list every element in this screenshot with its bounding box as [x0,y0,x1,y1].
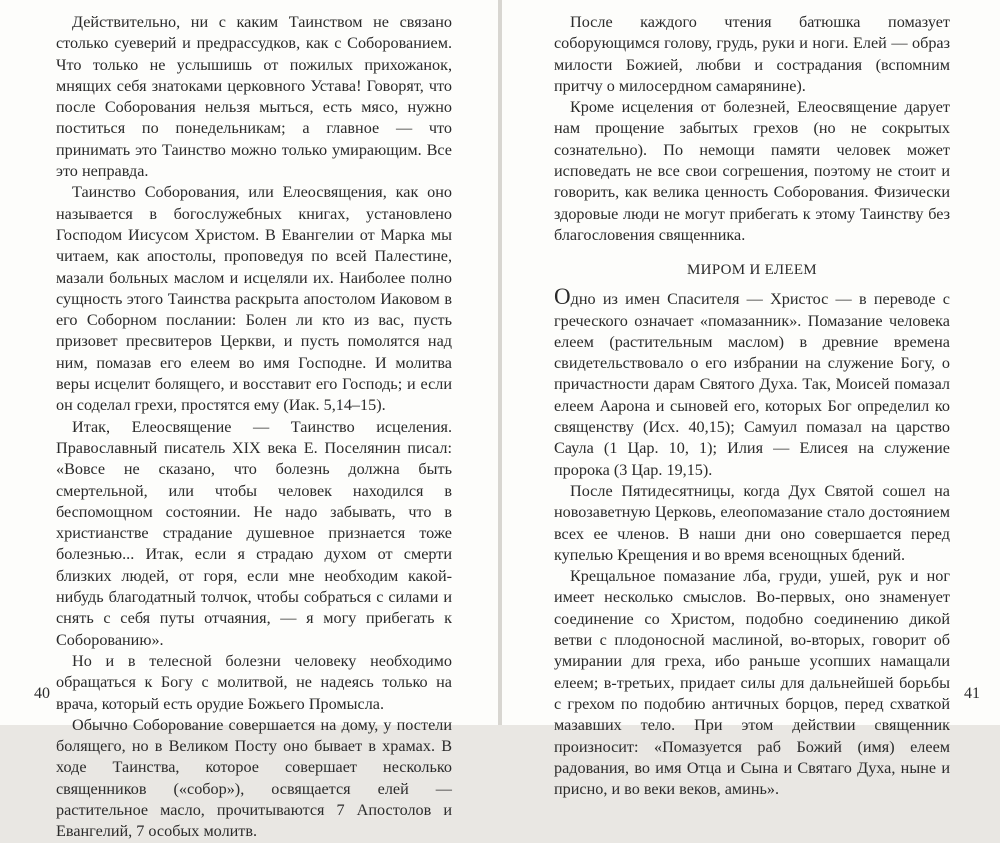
paragraph-with-dropcap [554,284,950,481]
page-number: 40 [34,685,50,702]
section-heading: МИРОМ И ЕЛЕЕМ [687,262,817,279]
paragraph: Обычно Соборование совершается на дому, у постели болящего, но в Великом Посту оно бывает в храмах. В ходе Таинства, которое совершает несколько священников («собор»), освящается елей — растительное масло, прочитываются 7 Апостолов и Евангелий, 7 особых молитв. [56,715,452,841]
paragraph: Итак, Елеосвящение — Таинство исцеления. Православный писатель XIX века Е. Поселянин писал: «Вовсе не сказано, что болезнь должна быть смертельной, или чтобы человек находился в беспомощном состоянии. Не надо забывать, что в христианстве страдание душевное признается тоже болезнью... Итак, если я страдаю духом от смерти близких людей, от горя, если мне необходим какой-нибудь благодатный толчок, чтобы собраться с силами и снять с себя путы отчаяния, — я могу прибегать к Соборованию». [56,417,452,649]
paragraph: Действительно, ни с каким Таинством не связано столько суеверий и предрассудков, как с Соборованием. Что только не услышишь от пожилых прихожанок, мнящих себя знатоками церковного Устава! Говорят, что после Соборования нельзя мыться, есть мясо, нужно поститься по понедельникам; а главное — что принимать это Таинство можно только умирающим. Все это неправда. [56,13,452,181]
paragraph: Кроме исцеления от болезней, Елеосвящение дарует нам прощение забытых грехов (но не сокрытых сознательно). По немощи памяти человек может исповедать не все свои согрешения, поэтому не стоит и говорить, как велика ценность Соборования. Физически здоровые люди не могут прибегать к этому Таинству без благословения священника. [554,98,950,244]
right-page [502,0,1000,799]
paragraph: После каждого чтения батюшка помазует соборующимся голову, грудь, руки и ноги. Елей — образ милости Божией, любви и сострадания (вспомним притчу о милосердном самарянине). [554,13,950,95]
page-number: 41 [964,685,980,702]
paragraph: После Пятидесятницы, когда Дух Святой сошел на новозаветную Церковь, елеопомазание стало достоянием всех ее членов. В наши дни оно совершается перед купелью Крещения и во время всенощных бдений. [554,481,950,564]
paragraph: Крещальное помазание лба, груди, ушей, рук и ног имеет несколько смыслов. Во-первых, оно знаменует соединение со Христом, подобно соединению дикой ветви с плодоносной маслиной, во-вторых, говорит об умирании для греха, ибо раньше усопших намащали елеем; в-третьих, придает силы для дальнейшей борьбы с грехом по подобию античных борцов, перед схваткой мазавших тело. При этом действии священник произносит: «Помазуется раб Божий (имя) елеем радования, во имя Отца и Сына и Святаго Духа, ныне и присно, и во веки веков, аминь». [554,567,950,799]
left-page [0,0,498,841]
paragraph: Но и в телесной болезни человеку необходимо обращаться к Богу с молитвой, не надеясь только на врача, который есть орудие Божьего Промысла. [56,651,452,713]
paragraph: Таинство Соборования, или Елеосвящения, как оно называется в богослужебных книгах, установлено Господом Иисусом Христом. В Евангелии от Марка мы читаем, как апостолы, проповедуя по всей Палестине, мазали больных маслом и исцеляли их. Наиболее полно сущность этого Таинства раскрыта апостолом Иаковом в его Соборном послании: Болен ли кто из вас, пусть призовет пресвитеров Церкви, и пусть помолятся над ним, помазав его елеем во имя Господне. И молитва веры исцелит болящего, и восставит его Господь; и если он соделал грехи, простятся ему (Иак. 5,14–15). [56,183,452,415]
dropcap-paragraph-text: дно из имен Спасителя — Христос — в переводе с греческого означает «помазанник». Помазание человека елеем (растительным маслом) в древние времена свидетельствовало о его избрании на служение Богу, о причастности дарам Святого Духа. Так, Моисей помазал елеем Аарона и сыновей его, которых Бог определил ко священству (Исх. 40,15); Самуил помазал на царство Саула (1 Цар. 10, 1); Илия — Елисея на служение пророка (3 Цар. 19,15). [554,290,950,479]
dropcap-letter: О [554,284,571,310]
